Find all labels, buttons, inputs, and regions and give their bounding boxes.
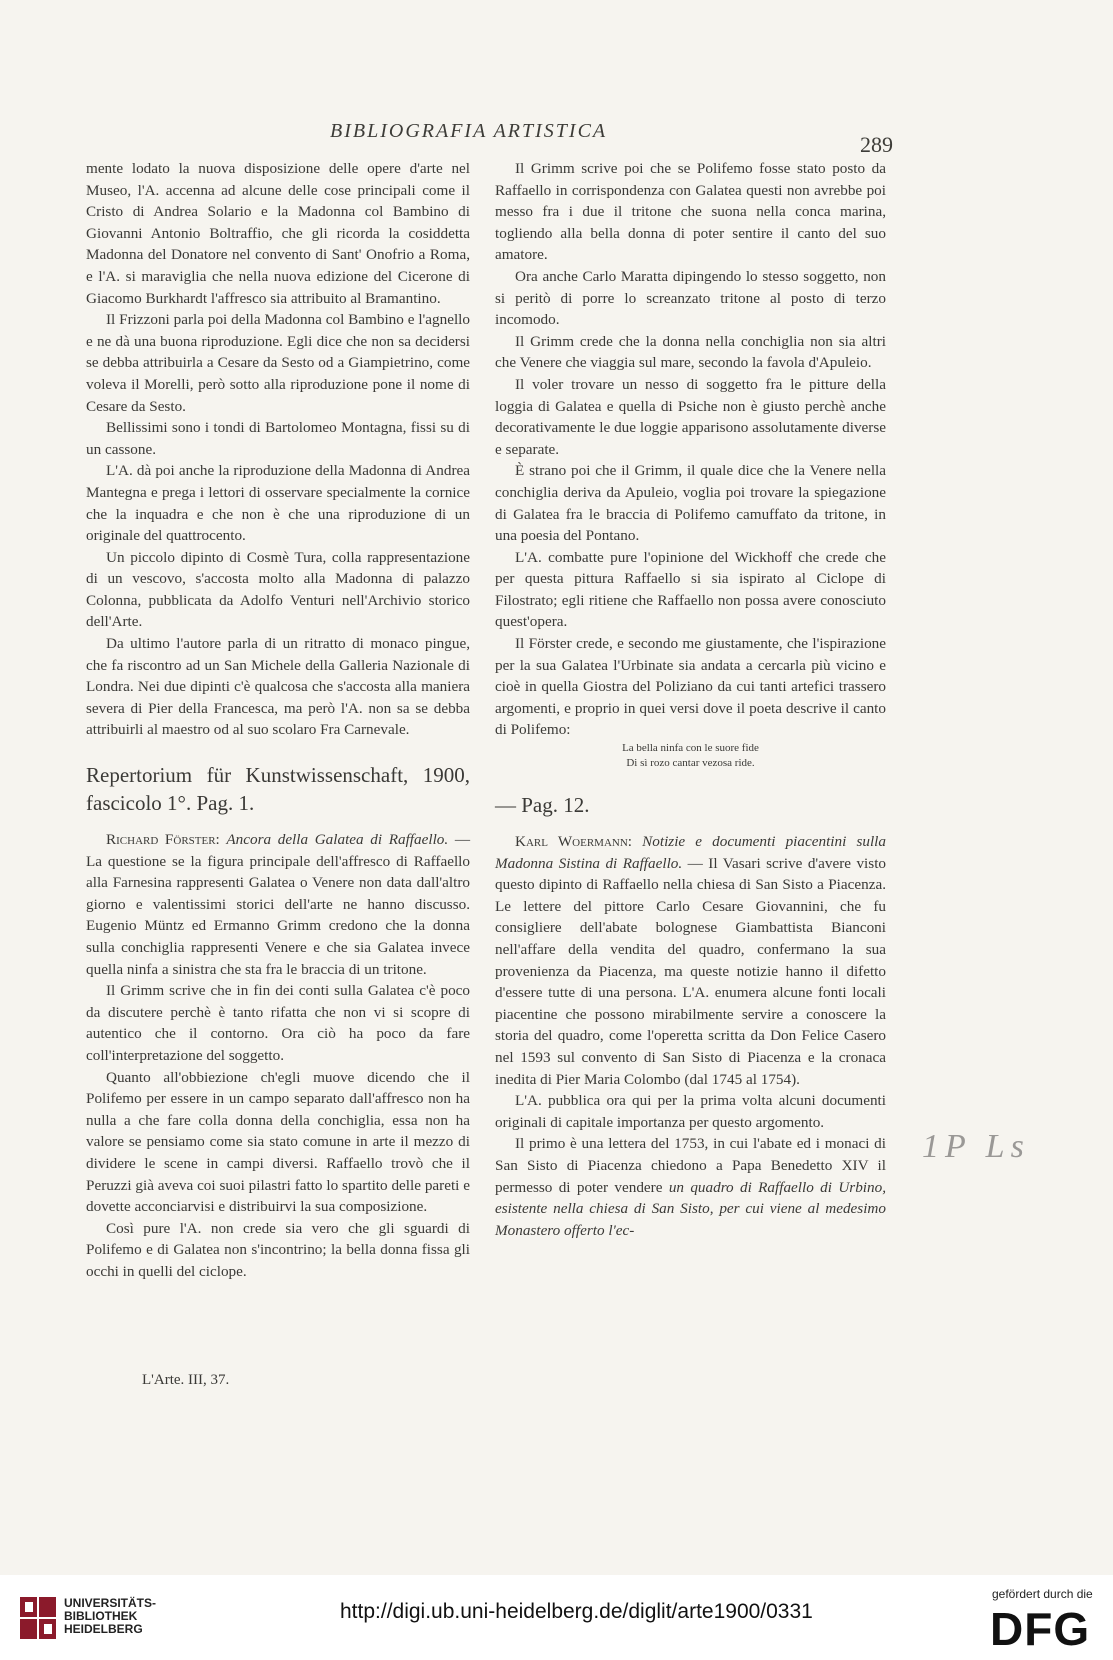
paragraph: Il Grimm scrive che in fin dei conti sulla Galatea c'è poco da discutere perchè è tanto rifatta che non vi si scopre di autentico che il contorno. Ora ciò ha poco da fare coll'interpretazione del soggetto. bbox=[86, 982, 470, 1064]
paragraph: L'A. combatte pure l'opinione del Wickhoff che crede che per questa pittura Raffaello si sia ispirato al Ciclope di Filostrato; egli ritiene che Raffaello non possa avere conosciuto quest'opera. bbox=[495, 548, 886, 631]
paragraph: Così pure l'A. non crede sia vero che gli sguardi di Polifemo e di Galatea non s'incontrino; la bella donna fissa gli occhi in quelli del ciclope. bbox=[86, 1219, 470, 1280]
right-column bbox=[495, 158, 886, 1241]
author-name: Richard Förster: bbox=[106, 831, 220, 849]
paragraph: Da ultimo l'autore parla di un ritratto di monaco pingue, che fa riscontro ad un San Michele della Galleria Nazionale di Londra. Nei due dipinti c'è qualcosa che s'accosta alla maniera severa di Pier della Francesca, ma però l'A. non sa se debba attribuirli al maestro od al suo scolaro Fra Carnevale. bbox=[86, 635, 470, 739]
university-library-logo-icon bbox=[20, 1597, 56, 1639]
library-name bbox=[64, 1597, 156, 1636]
paragraph-text: Il primo è una lettera del 1753, in cui l'abate ed i monaci di San Sisto di Piacenza chiedono a Papa Benedetto XIV il permesso di poter vendere bbox=[495, 1135, 886, 1196]
paragraph bbox=[495, 831, 886, 1090]
article-title: Notizie e documenti piacentini sulla Madonna Sistina di Raffaello. bbox=[495, 833, 886, 872]
section-heading: — Pag. 12. bbox=[495, 793, 590, 818]
paragraph: Il Frizzoni parla poi della Madonna col Bambino e l'agnello e ne dà una buona riproduzione. Egli dice che non sa decidersi se debba attribuirla a Cesare da Sesto od a Giampietrino, come voleva il Morelli, però sotto alla riproduzione pone il nome di Cesare da Sesto. bbox=[86, 311, 470, 415]
funding-label: gefördert durch die bbox=[992, 1587, 1093, 1601]
paragraph: Il voler trovare un nesso di soggetto fra le pitture della loggia di Galatea e quella di Psiche non è giusto perchè anche decorativamente le due loggie apparisono assolutamente diverse e separate. bbox=[495, 375, 886, 458]
verse-line: La bella ninfa con le suore fide bbox=[622, 742, 759, 755]
paragraph bbox=[86, 829, 470, 980]
source-url-link[interactable]: http://digi.ub.uni-heidelberg.de/diglit/arte1900/0331 bbox=[340, 1600, 813, 1623]
paragraph: Un piccolo dipinto di Cosmè Tura, colla rappresentazione di un vescovo, s'accosta molto alla Madonna di palazzo Colonna, pubblicata da Adolfo Venturi nell'Archivio storico dell'Arte. bbox=[86, 548, 470, 631]
paragraph: Bellissimi sono i tondi di Bartolomeo Montagna, fissi su di un cassone. bbox=[86, 419, 470, 458]
paragraph: Il Grimm crede che la donna nella conchiglia non sia altri che Venere che viaggia sul mare, secondo la favola d'Apuleio. bbox=[495, 332, 886, 372]
article-title: Ancora della Galatea di Raffaello. bbox=[226, 831, 449, 849]
paragraph: L'A. pubblica ora qui per la prima volta alcuni documenti originali di capitale importanza per questo argomento. bbox=[495, 1092, 886, 1131]
paragraph: È strano poi che il Grimm, il quale dice che la Venere nella conchiglia deriva da Apuleio, voglia poi trovare la spiegazione di Galatea fra le braccia di Polifemo camuffato da tritone, in una poesia del Pontano. bbox=[495, 462, 886, 545]
paragraph-text: — Il Vasari scrive d'avere visto questo dipinto di Raffaello nella chiesa di San Sisto a Piacenza. Le lettere del pittore Carlo Cesare Giovannini, che fu consigliere dell'abate bolognese Giambattista Bianconi nell'affare della vendita del quadro, confermano la sua provenienza da Piacenza, ma queste notizie hanno il difetto d'essere tutte di una persona. L'A. enumera alcune fonti locali piacentine che possono mirabilmente servire a conoscere la storia del quadro, come l'operetta scritta da Don Felice Casero nel 1593 sul convento di San Sisto di Piacenza e la cronaca inedita di Pier Maria Colombo (dal 1745 al 1754). bbox=[495, 854, 887, 1088]
quoted-text: un quadro di Raffaello di Urbino, esistente nella chiesa di San Sisto, per cui viene al medesimo Monastero offerto l'ec- bbox=[495, 1178, 886, 1239]
paragraph-text: — La questione se la figura principale dell'affresco di Raffaello alla Farnesina rappresenti Galatea o Venere non data dall'altro giorno e valentissimi storici dell'arte ne hanno discusso. Eugenio Müntz ed Ermanno Grimm credono che la donna sulla conchiglia rappresenti Venere e che sia Galatea invece quella ninfa a sinistra che sta fra le braccia di un tritone. bbox=[86, 831, 470, 978]
verse-line: Di sì rozo cantar vezosa ride. bbox=[626, 757, 755, 770]
library-name-line: UNIVERSITÄTS- bbox=[64, 1596, 157, 1610]
section-heading: Repertorium für Kunstwissenschaft, 1900, fascicolo 1°. Pag. 1. bbox=[86, 763, 470, 816]
handwritten-margin-note: 1P Ls bbox=[922, 1128, 1030, 1165]
running-header: BIBLIOGRAFIA ARTISTICA bbox=[330, 120, 608, 142]
library-name-line: HEIDELBERG bbox=[64, 1622, 143, 1636]
paragraph: Il Grimm scrive poi che se Polifemo fosse stato posto da Raffaello in corrispondenza con Galatea questi non avrebbe poi messo fra i due il tritone che suona nella conca marina, togliendo alla bella donna di poter sentire il canto del suo amatore. bbox=[495, 160, 886, 264]
left-column bbox=[86, 158, 470, 1283]
library-name-line: BIBLIOTHEK bbox=[64, 1609, 138, 1623]
dfg-logo: DFG bbox=[990, 1603, 1091, 1655]
page-number: 289 bbox=[860, 132, 893, 157]
signature-mark: L'Arte. III, 37. bbox=[142, 1372, 230, 1388]
author-name: Karl Woermann: bbox=[515, 833, 632, 851]
paragraph: mente lodato la nuova disposizione delle opere d'arte nel Museo, l'A. accenna ad alcune delle cose principali come il Cristo di Andrea Solario e la Madonna col Bambino di Giovanni Antonio Boltraffio, che gli ricorda la cosiddetta Madonna del Donatore nel convento di Sant' Onofrio a Roma, e l'A. si maraviglia che nella nuova edizione del Cicerone di Giacomo Burkhardt l'affresco sia attribuito al Bramantino. bbox=[86, 160, 470, 307]
paragraph: Quanto all'obbiezione ch'egli muove dicendo che il Polifemo per essere in un campo separato dall'affresco non ha nulla a che fare colla donna della conchiglia, essa non ha valore se pensiamo come sia stato comune in arte il mezzo di dividere le scene in campi diversi. Raffaello trovò che il Peruzzi già aveva coi suoi pilastri fatto lo spartito delle pareti e dovette acconciarvisi e distribuirvi la sua composizione. bbox=[86, 1068, 470, 1216]
paragraph: Il Förster crede, e secondo me giustamente, che l'ispirazione per la sua Galatea l'Urbinate sia andata a cercarla più vicino e cioè in quella Giostra del Poliziano da cui tanti artefici trassero argomenti, e proprio in quei versi dove il poeta descrive il canto di Polifemo: bbox=[495, 635, 886, 739]
paragraph: L'A. dà poi anche la riproduzione della Madonna di Andrea Mantegna e prega i lettori di osservare specialmente la cornice che la inquadra e che non è che una riproduzione di un originale del quattrocento. bbox=[86, 462, 470, 545]
paragraph bbox=[495, 1133, 886, 1241]
paragraph: Ora anche Carlo Maratta dipingendo lo stesso soggetto, non si peritò di porre lo screanzato tritone al posto di terzo incomodo. bbox=[495, 267, 886, 329]
